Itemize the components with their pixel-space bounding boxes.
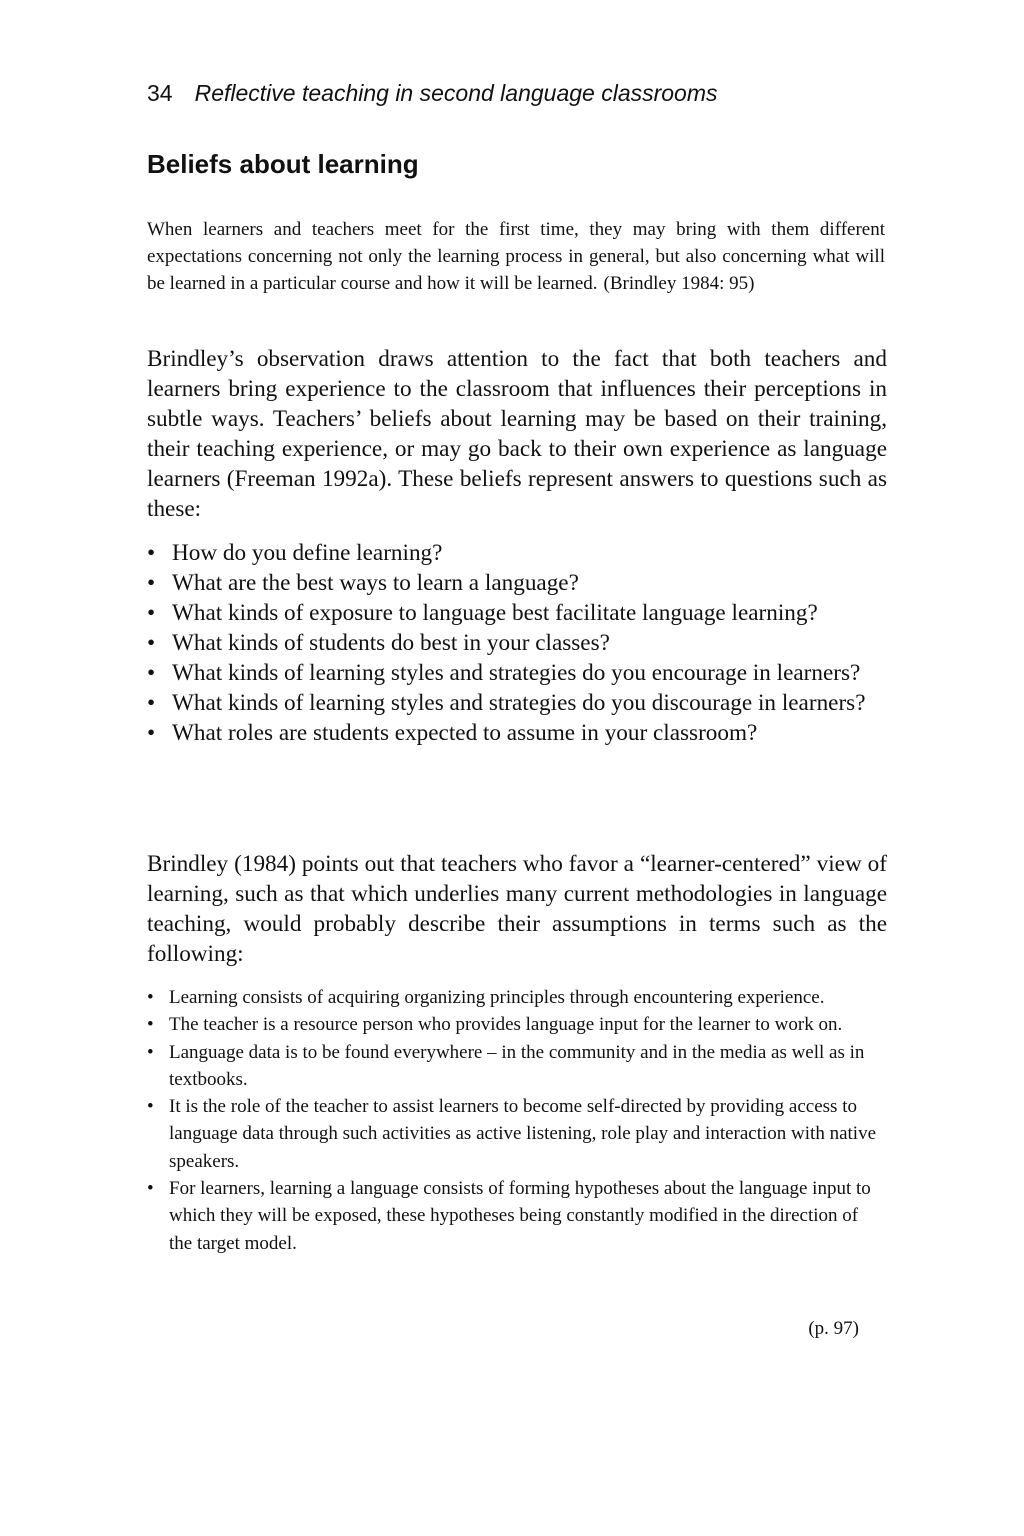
bullet-icon: • — [147, 660, 156, 686]
assumption-text: Language data is to be found everywhere – in the community and in the media as well as in textbooks. — [169, 1041, 865, 1090]
assumption-text: It is the role of the teacher to assist learners to become self-directed by providing access to language data through such activities as active listening, role play and interaction with native speakers. — [169, 1096, 876, 1172]
question-text: How do you define learning? — [172, 540, 443, 566]
bullet-icon: • — [147, 1014, 154, 1036]
bullet-icon: • — [147, 1041, 154, 1063]
question-text: What roles are students expected to assume in your classroom? — [172, 720, 758, 746]
quote-text: When learners and teachers meet for the first time, they may bring with them different expectations concerning not only the learning process in general, but also concerning what will be learned in a particular course and how it will be learned. — [147, 219, 885, 294]
question-list — [147, 538, 892, 748]
book-title: Reflective teaching in second language classrooms — [194, 80, 718, 106]
question-item — [147, 688, 892, 718]
assumption-text: For learners, learning a language consists of forming hypotheses about the language input to which they will be exposed, these hypotheses being constantly modified in the direction of the target model. — [169, 1178, 871, 1254]
question-text: What are the best ways to learn a language? — [172, 570, 579, 596]
question-item — [147, 718, 892, 748]
running-head — [147, 78, 718, 108]
bullet-icon: • — [147, 600, 156, 626]
quote-citation: (Brindley 1984: 95) — [603, 273, 755, 294]
question-text: What kinds of learning styles and strategies do you discourage in learners? — [172, 690, 866, 716]
question-item — [147, 628, 892, 658]
assumption-item — [147, 1039, 882, 1094]
question-item — [147, 538, 892, 568]
question-item — [147, 568, 892, 598]
question-item — [147, 598, 892, 628]
section-heading: Beliefs about learning — [147, 149, 419, 179]
assumption-list — [147, 984, 882, 1257]
question-text: What kinds of learning styles and strategies do you encourage in learners? — [172, 660, 861, 686]
block-quote — [147, 216, 885, 297]
bullet-icon: • — [147, 987, 154, 1008]
assumption-item — [147, 984, 882, 1011]
question-text: What kinds of students do best in your classes? — [172, 630, 610, 656]
assumption-item — [147, 1011, 882, 1038]
quote-page-reference: (p. 97) — [808, 1318, 859, 1339]
page-number: 34 — [147, 80, 173, 106]
assumption-text: The teacher is a resource person who provides language input for the learner to work on. — [169, 1014, 843, 1036]
body-paragraph: Brindley’s observation draws attention to the fact that both teachers and learners bring experience to the classroom that influences their perceptions in subtle ways. Teachers’ beliefs about learning may be based on their training, their teaching experience, or may go back to their own experience as language learners (Freeman 1992a). These beliefs represent answers to questions such as these: — [147, 346, 887, 522]
question-item — [147, 658, 892, 688]
assumption-item — [147, 1175, 882, 1257]
bullet-icon: • — [147, 570, 156, 596]
body-paragraph: Brindley (1984) points out that teachers who favor a “learner-centered” view of learning, such as that which underlies many current methodologies in language teaching, would probably describe their assumptions in terms such as the following: — [147, 851, 887, 967]
bullet-icon: • — [147, 1178, 154, 1200]
assumption-item — [147, 1093, 882, 1175]
bullet-icon: • — [147, 690, 156, 716]
assumption-text: Learning consists of acquiring organizing principles through encountering experience. — [169, 987, 825, 1008]
bullet-icon: • — [147, 1096, 154, 1118]
bullet-icon: • — [147, 720, 156, 746]
bullet-icon: • — [147, 630, 156, 656]
question-text: What kinds of exposure to language best facilitate language learning? — [172, 600, 818, 626]
bullet-icon: • — [147, 540, 156, 566]
